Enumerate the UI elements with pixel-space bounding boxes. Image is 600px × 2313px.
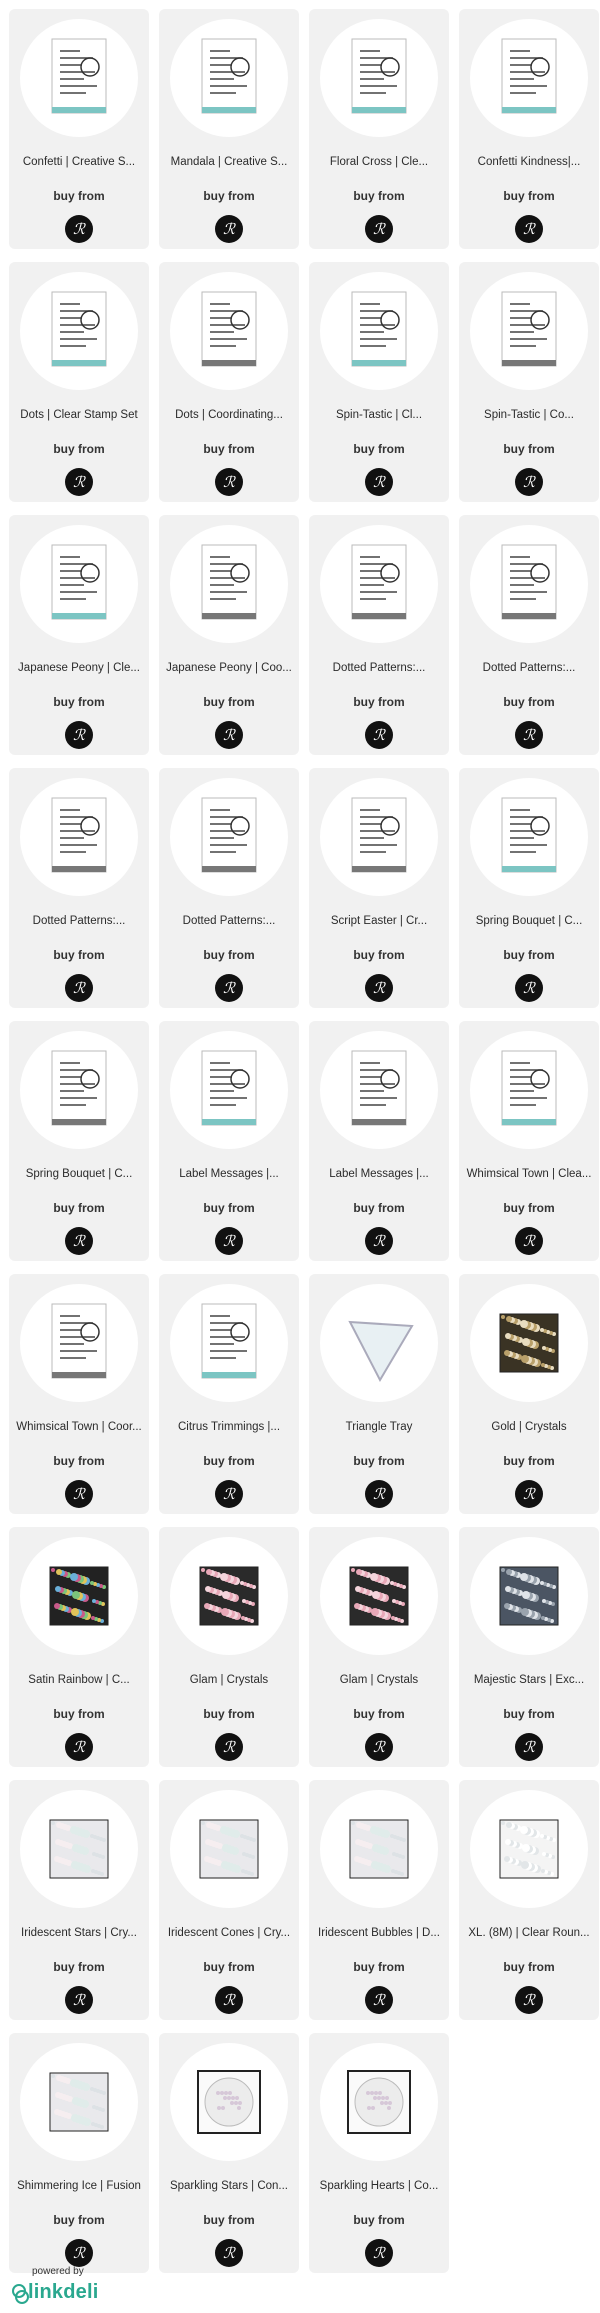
buy-from-link[interactable]: buy from	[503, 948, 555, 962]
buy-from-link[interactable]: buy from	[53, 1707, 105, 1721]
powered-by-text: powered by	[32, 2266, 84, 2277]
retailer-logo-icon[interactable]	[215, 1986, 243, 2014]
product-card[interactable]	[159, 9, 299, 249]
product-card[interactable]	[159, 1527, 299, 1767]
product-image[interactable]	[170, 1031, 288, 1149]
product-card[interactable]	[309, 9, 449, 249]
product-title-text: Label Messages |...	[329, 1167, 429, 1180]
footer	[12, 2266, 99, 2304]
product-title-text: Spring Bouquet | C...	[475, 914, 583, 927]
retailer-logo-icon[interactable]	[215, 468, 243, 496]
retailer-logo-glyph: ℛ	[223, 1990, 235, 2009]
product-card[interactable]	[459, 768, 599, 1008]
product-card[interactable]	[459, 515, 599, 755]
retailer-logo-glyph: ℛ	[223, 978, 235, 997]
product-image[interactable]	[470, 19, 588, 137]
retailer-logo-icon[interactable]	[65, 215, 93, 243]
product-title-text: Dotted Patterns:...	[182, 914, 276, 927]
product-card[interactable]	[159, 1780, 299, 2020]
retailer-logo-icon[interactable]	[365, 974, 393, 1002]
retailer-logo-glyph: ℛ	[373, 219, 385, 238]
product-card[interactable]	[309, 515, 449, 755]
retailer-logo-glyph: ℛ	[73, 1737, 85, 1756]
product-title-text: Floral Cross | Cle...	[329, 155, 429, 168]
product-title-text: Dots | Coordinating...	[175, 408, 283, 421]
product-title[interactable]	[315, 1159, 443, 1189]
retailer-logo-glyph: ℛ	[523, 1231, 535, 1250]
product-title[interactable]	[165, 1918, 293, 1948]
retailer-logo-glyph: ℛ	[223, 2243, 235, 2262]
buy-from-link[interactable]: buy from	[53, 1454, 105, 1468]
product-title-text: Japanese Peony | Coo...	[166, 661, 292, 674]
retailer-logo-icon[interactable]	[215, 1227, 243, 1255]
buy-from-link[interactable]: buy from	[203, 695, 255, 709]
product-title[interactable]	[15, 1159, 143, 1189]
product-card[interactable]	[159, 262, 299, 502]
product-card[interactable]	[459, 1780, 599, 2020]
retailer-logo-icon[interactable]	[365, 468, 393, 496]
buy-from-link[interactable]: buy from	[503, 1960, 555, 1974]
product-card[interactable]	[9, 9, 149, 249]
buy-from-link[interactable]: buy from	[203, 948, 255, 962]
product-card[interactable]	[309, 262, 449, 502]
product-card[interactable]	[459, 1021, 599, 1261]
product-title[interactable]	[165, 2171, 293, 2201]
retailer-logo-glyph: ℛ	[73, 2243, 85, 2262]
product-title-text: Japanese Peony | Cle...	[18, 661, 140, 674]
product-image[interactable]	[20, 19, 138, 137]
retailer-logo-glyph: ℛ	[73, 219, 85, 238]
product-title-text: Triangle Tray	[345, 1420, 413, 1433]
retailer-logo-icon[interactable]	[215, 721, 243, 749]
product-title[interactable]	[315, 906, 443, 936]
product-card[interactable]	[9, 2033, 149, 2273]
product-title[interactable]	[465, 1159, 593, 1189]
product-image[interactable]	[20, 1537, 138, 1655]
retailer-logo-glyph: ℛ	[373, 725, 385, 744]
product-card[interactable]	[9, 1780, 149, 2020]
product-card[interactable]	[459, 1274, 599, 1514]
buy-from-link[interactable]: buy from	[203, 189, 255, 203]
product-title-text: Shimmering Ice | Fusion	[17, 2179, 141, 2192]
buy-from-link[interactable]: buy from	[53, 948, 105, 962]
product-card[interactable]	[309, 2033, 449, 2273]
product-title-text: Dotted Patterns:...	[482, 661, 576, 674]
buy-from-link[interactable]: buy from	[53, 189, 105, 203]
retailer-logo-glyph: ℛ	[523, 1737, 535, 1756]
product-image[interactable]	[170, 778, 288, 896]
buy-from-link[interactable]: buy from	[203, 1707, 255, 1721]
product-title[interactable]	[15, 1665, 143, 1695]
product-title[interactable]	[315, 2171, 443, 2201]
product-image[interactable]	[470, 1031, 588, 1149]
buy-from-link[interactable]: buy from	[353, 695, 405, 709]
product-image[interactable]	[320, 272, 438, 390]
buy-from-link[interactable]: buy from	[353, 442, 405, 456]
brand-name: linkdeli	[28, 2281, 99, 2303]
product-card[interactable]	[309, 1274, 449, 1514]
product-title[interactable]	[315, 400, 443, 430]
product-image[interactable]	[320, 2043, 438, 2161]
product-title[interactable]	[465, 1412, 593, 1442]
linkdeli-logo[interactable]	[12, 2281, 99, 2304]
product-title[interactable]	[15, 1918, 143, 1948]
product-card[interactable]	[309, 1780, 449, 2020]
retailer-logo-glyph: ℛ	[73, 978, 85, 997]
product-card[interactable]	[159, 2033, 299, 2273]
retailer-logo-icon[interactable]	[365, 1480, 393, 1508]
product-image[interactable]	[20, 1031, 138, 1149]
product-card[interactable]	[459, 9, 599, 249]
retailer-logo-icon[interactable]	[215, 974, 243, 1002]
buy-from-link[interactable]: buy from	[503, 189, 555, 203]
product-card[interactable]	[459, 262, 599, 502]
retailer-logo-glyph: ℛ	[223, 725, 235, 744]
product-image[interactable]	[470, 1284, 588, 1402]
product-title-text: Sparkling Hearts | Co...	[319, 2179, 439, 2192]
product-title-text: Whimsical Town | Coor...	[16, 1420, 142, 1433]
product-image[interactable]	[20, 272, 138, 390]
retailer-logo-glyph: ℛ	[523, 1990, 535, 2009]
product-title[interactable]	[315, 1412, 443, 1442]
retailer-logo-icon[interactable]	[515, 1480, 543, 1508]
retailer-logo-icon[interactable]	[65, 721, 93, 749]
product-card[interactable]	[309, 768, 449, 1008]
retailer-logo-icon[interactable]	[65, 1227, 93, 1255]
product-title[interactable]	[465, 1665, 593, 1695]
buy-from-link[interactable]: buy from	[203, 1454, 255, 1468]
product-image[interactable]	[320, 1537, 438, 1655]
retailer-logo-icon[interactable]	[515, 1733, 543, 1761]
product-card[interactable]	[9, 262, 149, 502]
buy-from-link[interactable]: buy from	[353, 2213, 405, 2227]
product-title[interactable]	[165, 147, 293, 177]
product-image[interactable]	[20, 778, 138, 896]
product-title-text: Iridescent Cones | Cry...	[167, 1926, 291, 1939]
product-title[interactable]	[15, 653, 143, 683]
retailer-logo-icon[interactable]	[65, 468, 93, 496]
buy-from-link[interactable]: buy from	[503, 1707, 555, 1721]
retailer-logo-glyph: ℛ	[373, 472, 385, 491]
buy-from-link[interactable]: buy from	[503, 1201, 555, 1215]
retailer-logo-icon[interactable]	[515, 974, 543, 1002]
product-image[interactable]	[170, 19, 288, 137]
retailer-logo-icon[interactable]	[365, 1986, 393, 2014]
product-title[interactable]	[165, 1412, 293, 1442]
product-title-text: Spring Bouquet | C...	[25, 1167, 133, 1180]
product-image[interactable]	[20, 1284, 138, 1402]
retailer-logo-glyph: ℛ	[73, 1990, 85, 2009]
buy-from-link[interactable]: buy from	[53, 1201, 105, 1215]
product-image[interactable]	[170, 272, 288, 390]
retailer-logo-glyph: ℛ	[373, 978, 385, 997]
buy-from-link[interactable]: buy from	[503, 442, 555, 456]
product-image[interactable]	[470, 272, 588, 390]
product-image[interactable]	[170, 1284, 288, 1402]
product-card[interactable]	[159, 768, 299, 1008]
product-title[interactable]	[315, 147, 443, 177]
retailer-logo-icon[interactable]	[515, 215, 543, 243]
product-title-text: Sparkling Stars | Con...	[169, 2179, 289, 2192]
product-title-text: Script Easter | Cr...	[330, 914, 428, 927]
buy-from-link[interactable]: buy from	[353, 1201, 405, 1215]
product-title[interactable]	[315, 653, 443, 683]
buy-from-link[interactable]: buy from	[203, 1960, 255, 1974]
product-card[interactable]	[9, 1274, 149, 1514]
retailer-logo-glyph: ℛ	[523, 1484, 535, 1503]
product-card[interactable]	[309, 1021, 449, 1261]
product-card[interactable]	[459, 1527, 599, 1767]
buy-from-link[interactable]: buy from	[353, 1960, 405, 1974]
retailer-logo-icon[interactable]	[365, 1733, 393, 1761]
product-title-text: Satin Rainbow | C...	[28, 1673, 130, 1686]
buy-from-link[interactable]: buy from	[353, 189, 405, 203]
retailer-logo-icon[interactable]	[65, 974, 93, 1002]
product-title-text: Majestic Stars | Exc...	[473, 1673, 585, 1686]
buy-from-link[interactable]: buy from	[203, 1201, 255, 1215]
retailer-logo-glyph: ℛ	[373, 1231, 385, 1250]
product-card[interactable]	[9, 1021, 149, 1261]
retailer-logo-glyph: ℛ	[223, 1737, 235, 1756]
retailer-logo-icon[interactable]	[365, 2239, 393, 2267]
retailer-logo-icon[interactable]	[365, 215, 393, 243]
product-image[interactable]	[320, 525, 438, 643]
product-title-text: Spin-Tastic | Co...	[484, 408, 574, 421]
buy-from-link[interactable]: buy from	[353, 1454, 405, 1468]
buy-from-link[interactable]: buy from	[503, 1454, 555, 1468]
product-image[interactable]	[20, 2043, 138, 2161]
retailer-logo-glyph: ℛ	[73, 1484, 85, 1503]
product-image[interactable]	[20, 525, 138, 643]
retailer-logo-glyph: ℛ	[373, 2243, 385, 2262]
buy-from-link[interactable]: buy from	[53, 2213, 105, 2227]
product-image[interactable]	[320, 1790, 438, 1908]
retailer-logo-glyph: ℛ	[523, 219, 535, 238]
product-image[interactable]	[170, 2043, 288, 2161]
product-image[interactable]	[470, 525, 588, 643]
product-title-text: Glam | Crystals	[189, 1673, 269, 1686]
product-image[interactable]	[320, 1284, 438, 1402]
product-title[interactable]	[15, 2171, 143, 2201]
retailer-logo-glyph: ℛ	[223, 1484, 235, 1503]
retailer-logo-icon[interactable]	[215, 1480, 243, 1508]
buy-from-link[interactable]: buy from	[53, 695, 105, 709]
product-card[interactable]	[309, 1527, 449, 1767]
product-image[interactable]	[470, 778, 588, 896]
product-image[interactable]	[320, 19, 438, 137]
buy-from-link[interactable]: buy from	[353, 948, 405, 962]
buy-from-link[interactable]: buy from	[353, 1707, 405, 1721]
product-title-text: Label Messages |...	[179, 1167, 279, 1180]
retailer-logo-icon[interactable]	[215, 215, 243, 243]
product-title-text: Iridescent Bubbles | D...	[318, 1926, 440, 1939]
product-title-text: Confetti | Creative S...	[22, 155, 136, 168]
retailer-logo-glyph: ℛ	[73, 472, 85, 491]
product-image[interactable]	[320, 778, 438, 896]
product-title-text: Gold | Crystals	[491, 1420, 567, 1433]
product-title[interactable]	[315, 1665, 443, 1695]
buy-from-link[interactable]: buy from	[203, 2213, 255, 2227]
product-image[interactable]	[320, 1031, 438, 1149]
retailer-logo-glyph: ℛ	[73, 725, 85, 744]
buy-from-link[interactable]: buy from	[503, 695, 555, 709]
product-title-text: Spin-Tastic | Cl...	[335, 408, 423, 421]
retailer-logo-glyph: ℛ	[523, 472, 535, 491]
buy-from-link[interactable]: buy from	[53, 442, 105, 456]
product-image[interactable]	[470, 1790, 588, 1908]
product-title[interactable]	[165, 400, 293, 430]
product-title-text: Dots | Clear Stamp Set	[20, 408, 138, 421]
product-title[interactable]	[465, 1918, 593, 1948]
retailer-logo-glyph: ℛ	[373, 1737, 385, 1756]
retailer-logo-icon[interactable]	[515, 1227, 543, 1255]
retailer-logo-glyph: ℛ	[523, 978, 535, 997]
product-title[interactable]	[315, 1918, 443, 1948]
product-title[interactable]	[15, 1412, 143, 1442]
product-title[interactable]	[165, 1665, 293, 1695]
product-title[interactable]	[165, 1159, 293, 1189]
product-title-text: Iridescent Stars | Cry...	[21, 1926, 137, 1939]
product-title-text: Mandala | Creative S...	[170, 155, 288, 168]
product-image[interactable]	[170, 525, 288, 643]
product-title[interactable]	[465, 906, 593, 936]
retailer-logo-glyph: ℛ	[223, 219, 235, 238]
product-image[interactable]	[170, 1790, 288, 1908]
product-title[interactable]	[465, 400, 593, 430]
retailer-logo-glyph: ℛ	[73, 1231, 85, 1250]
product-title[interactable]	[465, 147, 593, 177]
product-title[interactable]	[465, 653, 593, 683]
product-image[interactable]	[20, 1790, 138, 1908]
product-image[interactable]	[470, 1537, 588, 1655]
buy-from-link[interactable]: buy from	[53, 1960, 105, 1974]
product-title[interactable]	[15, 400, 143, 430]
product-title-text: Dotted Patterns:...	[32, 914, 126, 927]
product-card[interactable]	[9, 768, 149, 1008]
product-title-text: Dotted Patterns:...	[332, 661, 426, 674]
linkdeli-icon	[12, 2284, 26, 2302]
product-title-text: XL. (8M) | Clear Roun...	[468, 1926, 590, 1939]
product-title[interactable]	[165, 906, 293, 936]
retailer-logo-icon[interactable]	[515, 1986, 543, 2014]
retailer-logo-icon[interactable]	[515, 468, 543, 496]
product-title-text: Glam | Crystals	[339, 1673, 419, 1686]
retailer-logo-icon[interactable]	[65, 1986, 93, 2014]
retailer-logo-icon[interactable]	[365, 1227, 393, 1255]
retailer-logo-glyph: ℛ	[523, 725, 535, 744]
retailer-logo-icon[interactable]	[515, 721, 543, 749]
retailer-logo-glyph: ℛ	[373, 1484, 385, 1503]
retailer-logo-icon[interactable]	[65, 1480, 93, 1508]
product-card[interactable]	[9, 1527, 149, 1767]
retailer-logo-icon[interactable]	[65, 2239, 93, 2267]
product-card[interactable]	[9, 515, 149, 755]
product-title-text: Whimsical Town | Clea...	[466, 1167, 592, 1180]
buy-from-link[interactable]: buy from	[203, 442, 255, 456]
retailer-logo-glyph: ℛ	[223, 472, 235, 491]
product-card[interactable]	[159, 1021, 299, 1261]
retailer-logo-glyph: ℛ	[223, 1231, 235, 1250]
retailer-logo-icon[interactable]	[215, 2239, 243, 2267]
product-title-text: Citrus Trimmings |...	[177, 1420, 281, 1433]
retailer-logo-icon[interactable]	[365, 721, 393, 749]
product-title[interactable]	[15, 147, 143, 177]
product-title-text: Confetti Kindness|...	[477, 155, 581, 168]
product-title[interactable]	[15, 906, 143, 936]
product-image[interactable]	[170, 1537, 288, 1655]
product-card[interactable]	[159, 1274, 299, 1514]
product-card[interactable]	[159, 515, 299, 755]
retailer-logo-glyph: ℛ	[373, 1990, 385, 2009]
retailer-logo-icon[interactable]	[215, 1733, 243, 1761]
retailer-logo-icon[interactable]	[65, 1733, 93, 1761]
product-title[interactable]	[165, 653, 293, 683]
